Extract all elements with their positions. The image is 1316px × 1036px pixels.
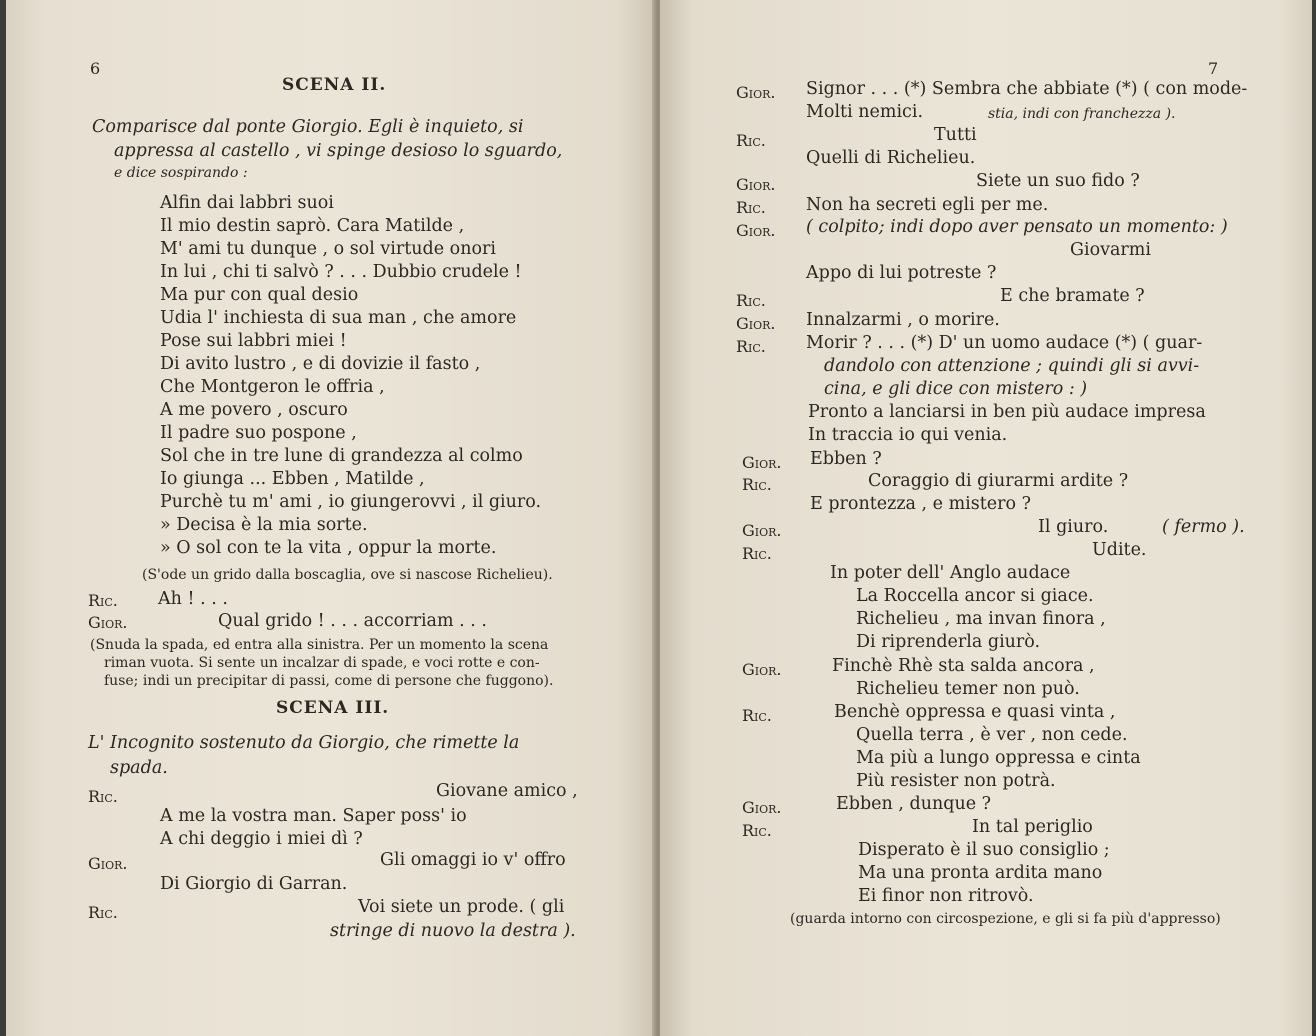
verse-line: Sol che in tre lune di grandezza al colmo (160, 446, 523, 466)
dialogue-line: Signor . . . (*) Sembra che abbiate (*) ( con mode- (806, 79, 1248, 99)
verse-line: Il mio destin saprò. Cara Matilde , (160, 216, 465, 236)
dialogue-line: Voi siete un prode. ( gli (358, 897, 565, 917)
speaker: Ric. (736, 291, 766, 310)
speaker: Gior. (742, 660, 782, 679)
verse-line: In poter dell' Anglo audace (830, 563, 1071, 583)
verse-line: Di riprenderla giurò. (856, 632, 1041, 652)
stage-direction: dandolo con attenzione ; quindi gli si avvi- (824, 356, 1200, 376)
dialogue-line: In tal periglio (972, 817, 1093, 837)
verse-line: A me povero , oscuro (160, 400, 348, 420)
speaker: Ric. (88, 591, 118, 610)
dialogue-line: Ebben , dunque ? (836, 794, 992, 814)
dialogue-line: Giovane amico , (436, 781, 578, 801)
dialogue-line: Ah ! . . . (158, 589, 228, 609)
speaker: Gior. (88, 854, 128, 873)
stage-direction: (guarda intorno con circospezione, e gli si fa più d'appresso) (790, 911, 1221, 927)
stage-direction: cina, e gli dice con mistero : ) (824, 379, 1088, 399)
dialogue-line: Innalzarmi , o morire. (806, 310, 1000, 330)
stage-direction: riman vuota. Si sente un incalzar di spade, e voci rotte e con- (104, 655, 540, 671)
verse-line: » Decisa è la mia sorte. (160, 515, 368, 535)
dialogue-line: E prontezza , e mistero ? (810, 494, 1031, 514)
speaker: Ric. (88, 903, 118, 922)
dialogue-line: Quelli di Richelieu. (806, 148, 976, 168)
verse-line: Finchè Rhè sta salda ancora , (832, 656, 1095, 676)
dialogue-line: Ebben ? (810, 449, 882, 469)
dialogue-line: Udite. (1092, 540, 1147, 560)
speaker: Ric. (736, 131, 766, 150)
verse-line: Di avito lustro , e di dovizie il fasto , (160, 354, 481, 374)
verse-line: Ei finor non ritrovò. (858, 886, 1034, 906)
verse-line: Il padre suo pospone , (160, 423, 357, 443)
verse-line: Alfin dai labbri suoi (160, 193, 334, 213)
verse-line: Udia l' inchiesta di sua man , che amore (160, 308, 517, 328)
dialogue-line: Giovarmi (1070, 240, 1151, 260)
dialogue-line: A chi deggio i miei dì ? (160, 829, 363, 849)
speaker: Gior. (736, 221, 776, 240)
dialogue-line: Di Giorgio di Garran. (160, 874, 348, 894)
dialogue-line: Appo di lui potreste ? (806, 263, 997, 283)
speaker: Ric. (742, 706, 772, 725)
left-page (6, 0, 656, 1036)
dialogue-line: Coraggio di giurarmi ardite ? (868, 471, 1129, 491)
verse-line: Purchè tu m' ami , io giungerovvi , il giuro. (160, 492, 542, 512)
verse-line: M' ami tu dunque , o sol virtude onori (160, 239, 496, 259)
stage-direction: (Snuda la spada, ed entra alla sinistra. Per un momento la scena (90, 637, 549, 653)
scene-heading: SCENA II. (282, 75, 387, 95)
dialogue-line: Morir ? . . . (*) D' un uomo audace (*) ( guar- (806, 333, 1203, 353)
dialogue-line: Siete un suo fido ? (976, 171, 1140, 191)
verse-line: Ma una pronta ardita mano (858, 863, 1103, 883)
stage-direction: L' Incognito sostenuto da Giorgio, che rimette la (88, 733, 520, 753)
dialogue-line: Gli omaggi io v' offro (380, 850, 566, 870)
dialogue-line: Qual grido ! . . . accorriam . . . (218, 611, 487, 631)
dialogue-line: stringe di nuovo la destra ). (330, 921, 576, 941)
verse-line: Disperato è il suo consiglio ; (858, 840, 1110, 860)
verse-line: La Roccella ancor si giace. (856, 586, 1094, 606)
stage-direction: Comparisce dal ponte Giorgio. Egli è inquieto, si (92, 117, 524, 137)
speaker: Gior. (742, 453, 782, 472)
stage-direction: appressa al castello , vi spinge desioso lo sguardo, (114, 141, 563, 161)
scene-heading: SCENA III. (276, 698, 390, 718)
verse-line: Benchè oppressa e quasi vinta , (834, 702, 1116, 722)
page-number: 7 (1208, 59, 1219, 78)
dialogue-line: Pronto a lanciarsi in ben più audace impresa (808, 402, 1206, 422)
dialogue-line: Non ha secreti egli per me. (806, 195, 1049, 215)
speaker: Ric. (88, 787, 118, 806)
verse-line: Richelieu temer non può. (856, 679, 1080, 699)
speaker: Gior. (742, 798, 782, 817)
verse-line: Più resister non potrà. (856, 771, 1056, 791)
speaker: Gior. (736, 314, 776, 333)
verse-line: Pose sui labbri miei ! (160, 331, 347, 351)
verse-line: » O sol con te la vita , oppur la morte. (160, 538, 497, 558)
verse-line: Ma più a lungo oppressa e cinta (856, 748, 1141, 768)
speaker: Gior. (742, 521, 782, 540)
speaker: Ric. (736, 198, 766, 217)
stage-direction: stia, indi con franchezza ). (988, 106, 1176, 122)
speaker: Ric. (742, 475, 772, 494)
stage-direction: ( colpito; indi dopo aver pensato un momento: ) (806, 217, 1228, 237)
dialogue-line: In traccia io qui venia. (808, 425, 1008, 445)
verse-line: In lui , chi ti salvò ? . . . Dubbio crudele ! (160, 262, 522, 282)
dialogue-line: A me la vostra man. Saper poss' io (160, 806, 467, 826)
dialogue-line: Tutti (934, 125, 977, 145)
stage-direction: ( fermo ). (1162, 517, 1245, 537)
stage-direction: fuse; indi un precipitar di passi, come di persone che fuggono). (104, 673, 554, 689)
speaker: Gior. (88, 613, 128, 632)
speaker: Ric. (742, 544, 772, 563)
stage-direction: (S'ode un grido dalla boscaglia, ove si nascose Richelieu). (142, 567, 553, 583)
verse-line: Ma pur con qual desio (160, 285, 359, 305)
verse-line: Richelieu , ma invan finora , (856, 609, 1106, 629)
stage-direction: e dice sospirando : (114, 165, 248, 181)
verse-line: Quella terra , è ver , non cede. (856, 725, 1128, 745)
page-number: 6 (90, 59, 101, 78)
speaker: Gior. (736, 175, 776, 194)
speaker: Gior. (736, 83, 776, 102)
dialogue-line: E che bramate ? (1000, 286, 1145, 306)
stage-direction: spada. (110, 758, 168, 778)
speaker: Ric. (742, 821, 772, 840)
verse-line: Che Montgeron le offria , (160, 377, 385, 397)
verse-line: Io giunga ... Ebben , Matilde , (160, 469, 425, 489)
dialogue-line: Molti nemici. (806, 102, 924, 122)
dialogue-line: Il giuro. (1038, 517, 1109, 537)
speaker: Ric. (736, 337, 766, 356)
right-page (660, 0, 1312, 1036)
